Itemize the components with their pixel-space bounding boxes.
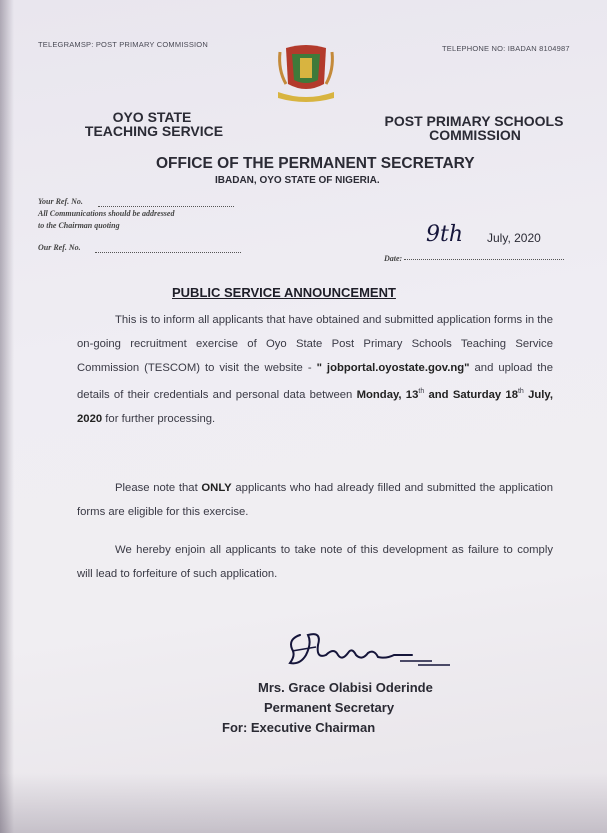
p1-and: and — [424, 388, 453, 401]
paragraph-3: We hereby enjoin all applicants to take note of this development as failure to comply will lead to forfeiture of such application. — [77, 544, 553, 580]
office-heading: OFFICE OF THE PERMANENT SECRETARY — [156, 155, 475, 172]
telegrams-line: TELEGRAMSP: POST PRIMARY COMMISSION — [38, 40, 208, 49]
p1-text-a: This is to inform all applicants that have obtained and submitted application forms in the on-going recruitment exercise of Oyo State Post Primary Schools Teaching Service Commission (TESCOM) to visit the website - — [77, 314, 553, 374]
signatory-title: Permanent Secretary — [264, 700, 395, 715]
paragraph-2 — [77, 476, 553, 524]
start-date: Monday, 13 — [356, 388, 419, 401]
right-org-line1: POST PRIMARY SCHOOLS — [384, 113, 564, 129]
our-ref-line — [95, 252, 241, 253]
signatory-for: For: Executive Chairman — [222, 720, 376, 735]
p2-text-b: applicants who had already filled and submitted the application forms are eligible for this exercise. — [77, 482, 553, 518]
announcement-title: PUBLIC SERVICE ANNOUNCEMENT — [172, 285, 396, 300]
paragraph-1 — [77, 308, 553, 431]
left-org-line2: TEACHING SERVICE — [84, 123, 224, 139]
your-ref-line — [98, 206, 234, 207]
date-label: Date: — [384, 254, 403, 263]
p1-text-b: and upload the details of their credentials and personal data between — [77, 362, 553, 401]
signatory-name: Mrs. Grace Olabisi Oderinde — [258, 680, 433, 695]
p2-text-a: Please note that — [115, 482, 202, 494]
date-line — [404, 259, 564, 260]
p2-only: ONLY — [201, 482, 232, 494]
website-url: " jobportal.oyostate.gov.ng" — [316, 362, 470, 374]
date-month-year: July, 2020 — [487, 231, 541, 245]
handwritten-signature-icon — [282, 625, 452, 675]
start-date-suffix: th — [418, 388, 425, 395]
right-org-line2: COMMISSION — [429, 127, 521, 143]
communications-line1: All Communications should be addressed — [38, 209, 175, 218]
end-month-year: July, 2020 — [77, 388, 553, 425]
handwritten-date: 9th — [426, 222, 464, 247]
telephone-line: TELEPHONE NO: IBADAN 8104987 — [442, 44, 570, 53]
communications-line2: to the Chairman quoting — [38, 221, 120, 230]
left-org-line1: OYO STATE — [112, 109, 192, 125]
our-ref-label: Our Ref. No. — [38, 243, 81, 252]
p1-text-c: for further processing. — [102, 412, 216, 425]
page-edge-shadow — [0, 0, 14, 833]
coat-of-arms-seal-icon — [274, 40, 338, 106]
end-date-suffix: th — [517, 388, 524, 395]
page-bottom-shadow — [0, 773, 607, 833]
your-ref-label: Your Ref. No. — [38, 197, 83, 206]
end-date: Saturday 18 — [452, 388, 518, 401]
city-line: IBADAN, OYO STATE OF NIGERIA. — [215, 175, 380, 186]
